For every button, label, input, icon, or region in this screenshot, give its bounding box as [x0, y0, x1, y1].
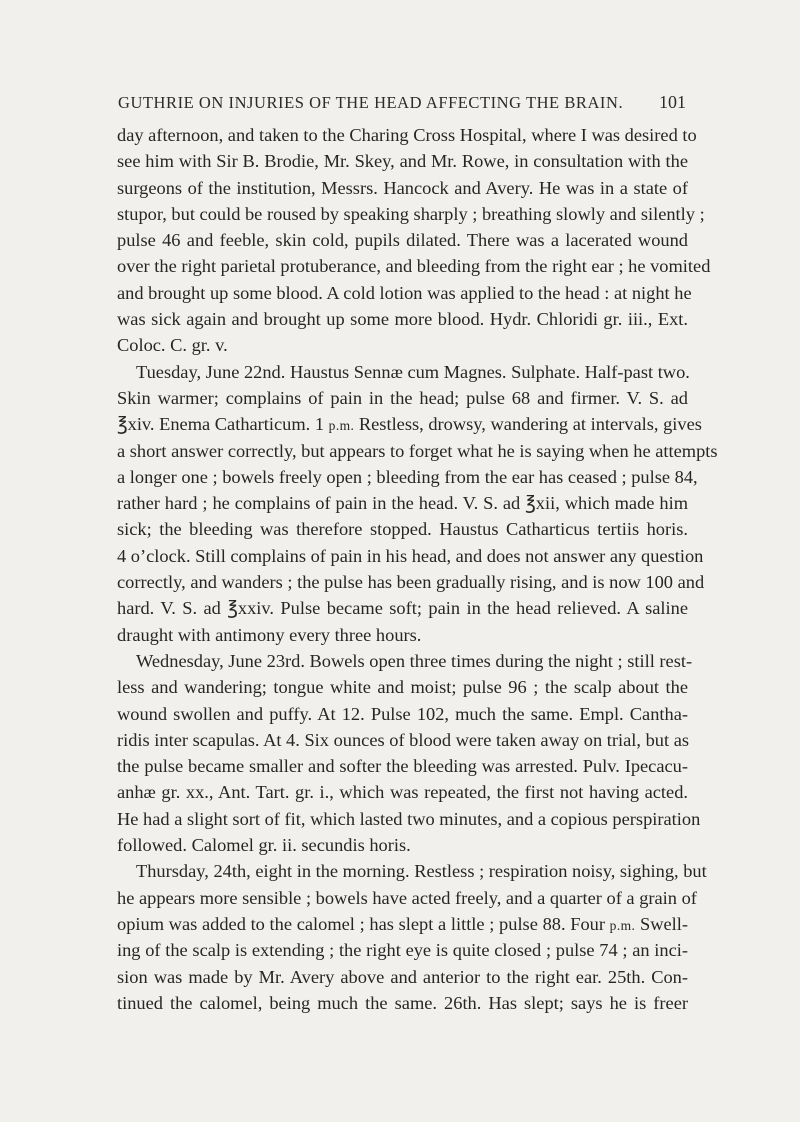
text-line: surgeons of the institution, Messrs. Hancock and Avery. He was in a state of: [117, 177, 688, 198]
line-segment: opium was added to the calomel ; has slept a little ; pulse 88. Four: [117, 913, 610, 934]
text-line: tinued the calomel, being much the same. 26th. Has slept; says he is freer: [117, 992, 688, 1013]
text-line: He had a slight sort of fit, which lasted two minutes, and a copious perspiration: [117, 808, 701, 829]
text-line: correctly, and wanders ; the pulse has been gradually rising, and is now 100 and: [117, 572, 705, 593]
text-line: draught with antimony every three hours.: [117, 624, 422, 645]
text-line: Thursday, 24th, eight in the morning. Restless ; respiration noisy, sighing, but: [136, 861, 707, 882]
text-line: see him with Sir B. Brodie, Mr. Skey, and Mr. Rowe, in consultation with the: [117, 151, 688, 172]
text-line: sion was made by Mr. Avery above and anterior to the right ear. 25th. Con-: [117, 966, 688, 987]
text-line: rather hard ; he complains of pain in the head. V. S. ad ℥xii, which made him: [117, 493, 688, 514]
text-line: followed. Calomel gr. ii. secundis horis.: [117, 835, 411, 856]
text-line: 4 o’clock. Still complains of pain in his head, and does not answer any question: [117, 545, 704, 566]
text-line: ing of the scalp is extending ; the right eye is quite closed ; pulse 74 ; an inci-: [117, 940, 688, 961]
text-line: he appears more sensible ; bowels have acted freely, and a quarter of a grain of: [117, 887, 697, 908]
text-line: Coloc. C. gr. v.: [117, 335, 228, 356]
text-line: a short answer correctly, but appears to forget what he is saying when he attempts: [117, 440, 718, 461]
text-line: day afternoon, and taken to the Charing Cross Hospital, where I was desired to: [117, 125, 697, 145]
line-segment: ℥xiv. Enema Catharticum. 1: [117, 414, 329, 435]
text-line: stupor, but could be roused by speaking sharply ; breathing slowly and silently ;: [117, 203, 705, 224]
text-line: over the right parietal protuberance, and bleeding from the right ear ; he vomited: [117, 256, 711, 277]
time-abbreviation: p.m.: [609, 917, 636, 933]
text-line: pulse 46 and feeble, skin cold, pupils dilated. There was a lacerated wound: [117, 230, 688, 251]
text-line: Wednesday, June 23rd. Bowels open three times during the night ; still rest-: [136, 650, 693, 671]
text-line: less and wandering; tongue white and moist; pulse 96 ; the scalp about the: [117, 677, 688, 698]
text-line: ridis inter scapulas. At 4. Six ounces of blood were taken away on trial, but as: [117, 729, 690, 750]
line-segment: Swell-: [635, 913, 688, 934]
time-abbreviation: p.m.: [328, 418, 355, 434]
running-title: GUTHRIE ON INJURIES OF THE HEAD AFFECTING THE BRAIN.: [118, 93, 624, 112]
text-line: a longer one ; bowels freely open ; bleeding from the ear has ceased ; pulse 84,: [117, 466, 698, 487]
line-segment: Restless, drowsy, wandering at intervals, gives: [354, 414, 702, 435]
text-line: the pulse became smaller and softer the bleeding was arrested. Pulv. Ipecacu-: [117, 756, 688, 777]
text-line: and brought up some blood. A cold lotion was applied to the head : at night he: [117, 282, 692, 303]
text-line: Tuesday, June 22nd. Haustus Sennæ cum Magnes. Sulphate. Half-past two.: [136, 361, 690, 382]
text-line: anhæ gr. xx., Ant. Tart. gr. i., which was repeated, the first not having acted.: [117, 782, 688, 803]
running-head: [118, 93, 686, 113]
page-number: 101: [659, 92, 686, 112]
text-line: sick; the bleeding was therefore stopped. Haustus Catharticus tertiis horis.: [117, 519, 688, 540]
text-line: [117, 911, 688, 937]
text-line: hard. V. S. ad ℥xxiv. Pulse became soft; pain in the head relieved. A saline: [117, 598, 688, 619]
text-line: [117, 411, 702, 437]
text-line: wound swollen and puffy. At 12. Pulse 102, much the same. Empl. Cantha-: [117, 703, 688, 724]
text-line: Skin warmer; complains of pain in the head; pulse 68 and firmer. V. S. ad: [117, 387, 688, 408]
text-line: was sick again and brought up some more blood. Hydr. Chloridi gr. iii., Ext.: [117, 309, 688, 330]
body-text: [117, 122, 718, 1016]
